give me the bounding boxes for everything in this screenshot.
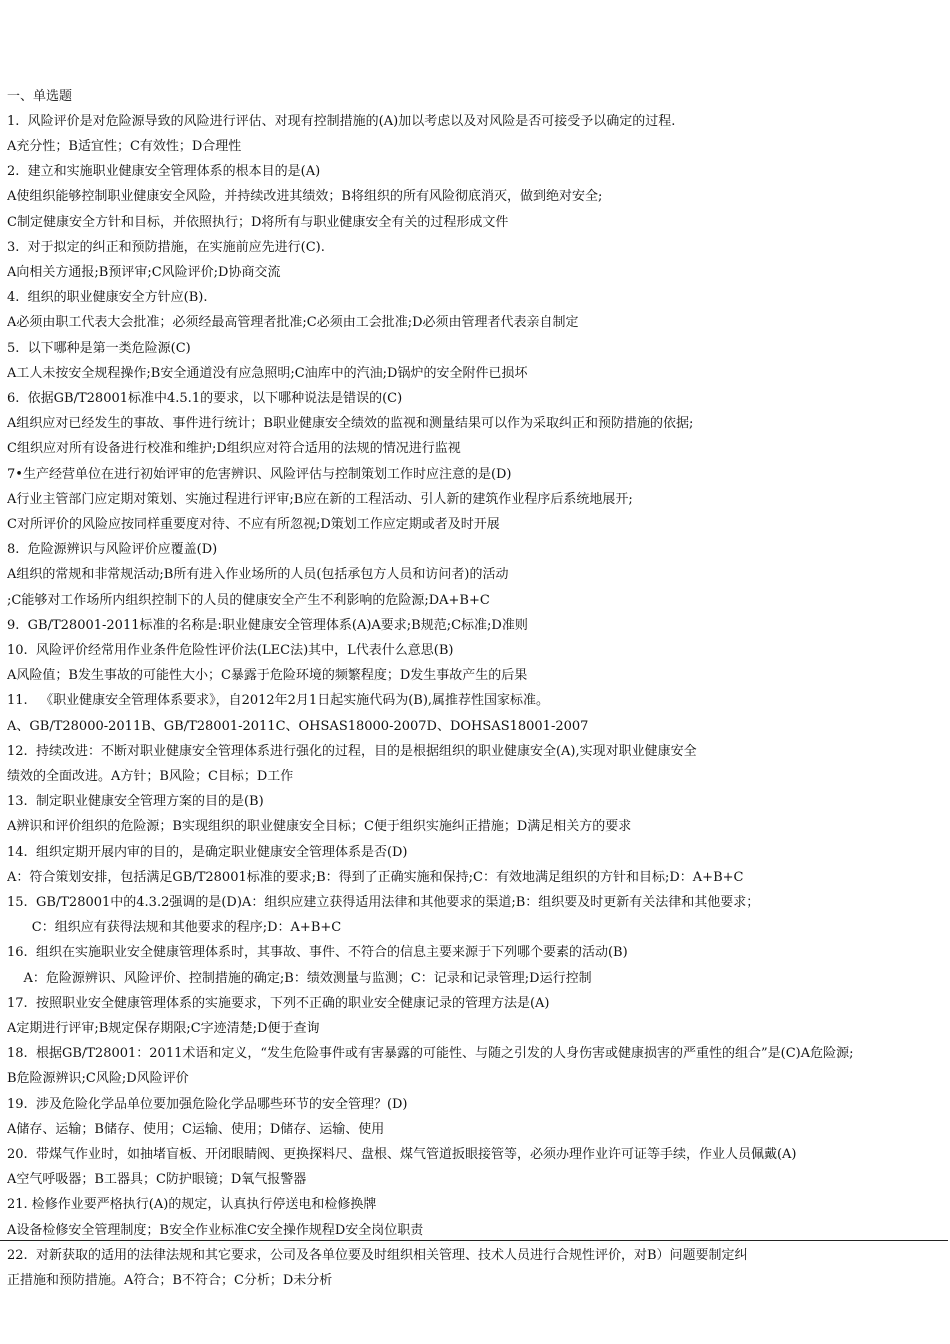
question-17: 17. 按照职业安全健康管理体系的实施要求，下列不正确的职业安全健康记录的管理方法是(A) [7,996,550,1011]
question-4-options: A必须由职工代表大会批准；必须经最高管理者批准;C必须由工会批准;D必须由管理者代表亲自制定 [7,315,579,330]
question-16: 16. 组织在实施职业安全健康管理体系时，其事故、事件、不符合的信息主要来源于下列哪个要素的活动(B) [7,945,628,960]
question-6: 6. 依据GB/T28001标准中4.5.1的要求，以下哪种说法是错误的(C) [7,391,403,406]
question-6-options-line-2: C组织应对所有设备进行校准和维护;D组织应对符合适用的法规的情况进行监视 [7,441,461,456]
question-9: 9. GB/T28001-2011标准的名称是:职业健康安全管理体系(A)A要求;B规范;C标准;D准则 [7,618,528,633]
question-16-options: A：危险源辨识、风险评价、控制措施的确定;B：绩效测量与监测；C：记录和记录管理;D运行控制 [7,971,592,986]
question-5-options: A工人未按安全规程操作;B安全通道没有应急照明;C油库中的汽油;D锅炉的安全附件已损坏 [7,366,528,381]
question-8-options-line-1: A组织的常规和非常规活动;B所有进入作业场所的人员(包括承包方人员和访问者)的活动 [7,567,509,582]
question-11: 11. 《职业健康安全管理体系要求》，自2012年2月1日起实施代码为(B),属推荐性国家标准。 [7,693,550,708]
question-3-options: A向相关方通报;B预评审;C风险评价;D协商交流 [7,265,281,280]
question-5: 5. 以下哪种是第一类危险源(C) [7,341,191,356]
question-18-options: B危险源辨识;C风险;D风险评价 [7,1071,189,1086]
question-22-continued: 正措施和预防措施。A符合；B不符合；C分析；D未分析 [7,1273,333,1288]
question-13-options: A辨识和评价组织的危险源；B实现组织的职业健康安全目标；C便于组织实施纠正措施；D满足相关方的要求 [7,819,632,834]
question-22: 22. 对新获取的适用的法律法规和其它要求，公司及各单位要及时组织相关管理、技术人员进行合规性评价，对B）问题要制定纠 [7,1248,748,1263]
question-21: 21. 检修作业要严格执行(A)的规定，认真执行停送电和检修换牌 [7,1197,377,1212]
question-20-options: A空气呼吸器；B工器具；C防护眼镜；D氧气报警器 [7,1172,307,1187]
question-7-options-line-1: A行业主管部门应定期对策划、实施过程进行评审;B应在新的工程活动、引人新的建筑作业程序后系统地展开; [7,492,633,507]
question-13: 13. 制定职业健康安全管理方案的目的是(B) [7,794,264,809]
section-heading: 一、单选题 [7,89,73,104]
question-14: 14. 组织定期开展内审的目的，是确定职业健康安全管理体系是否(D) [7,845,408,860]
question-14-options: A：符合策划安排，包括满足GB/T28001标准的要求;B：得到了正确实施和保持;C：有效地满足组织的方针和目标;D：A+B+C [7,870,744,885]
question-15: 15. GB/T28001中的4.3.2强调的是(D)A：组织应建立获得适用法律和其他要求的渠道;B：组织要及时更新有关法律和其他要求； [7,895,760,910]
question-17-options: A定期进行评审;B规定保存期限;C字迹清楚;D便于查询 [7,1021,320,1036]
question-20: 20. 带煤气作业时，如抽堵盲板、开闭眼睛阀、更换探料尺、盘根、煤气管道扳眼接管等，必须办理作业许可证等手续，作业人员佩戴(A) [7,1147,797,1162]
question-8: 8. 危险源辨识与风险评价应覆盖(D) [7,542,218,557]
question-21-options: A设备检修安全管理制度；B安全作业标准C安全操作规程D安全岗位职责 [7,1223,424,1238]
question-7-options-line-2: C对所评价的风险应按同样重要度对待、不应有所忽视;D策划工作应定期或者及时开展 [7,517,500,532]
question-3: 3. 对于拟定的纠正和预防措施，在实施前应先进行(C). [7,240,325,255]
question-19-options: A储存、运输；B储存、使用；C运输、使用；D储存、运输、使用 [7,1122,385,1137]
question-15-options: C：组织应有获得法规和其他要求的程序;D：A+B+C [7,920,342,935]
question-4: 4. 组织的职业健康安全方针应(B). [7,290,208,305]
question-18: 18. 根据GB/T28001：2011术语和定义，“发生危险事件或有害暴露的可能性、与随之引发的人身伤害或健康损害的严重性的组合”是(C)A危险源; [7,1046,854,1061]
question-1-options: A充分性；B适宜性；C有效性；D合理性 [7,139,242,154]
question-12-continued: 绩效的全面改进。A方针；B风险；C目标；D工作 [7,769,294,784]
question-8-options-line-2: ;C能够对工作场所内组织控制下的人员的健康安全产生不利影响的危险源;DA+B+C [7,593,490,608]
question-2-options-line-2: C制定健康安全方针和目标，并依照执行；D将所有与职业健康安全有关的过程形成文件 [7,215,509,230]
question-10-options: A风险值；B发生事故的可能性大小；C暴露于危险环境的频繁程度；D发生事故产生的后果 [7,668,528,683]
question-6-options-line-1: A组织应对已经发生的事故、事件进行统计；B职业健康安全绩效的监视和测量结果可以作为采取纠正和预防措施的依据; [7,416,694,431]
question-19: 19. 涉及危险化学品单位要加强危险化学品哪些环节的安全管理？(D) [7,1097,408,1112]
question-1: 1. 风险评价是对危险源导致的风险进行评估、对现有控制措施的(A)加以考虑以及对风险是否可接受予以确定的过程. [7,114,676,129]
horizontal-rule [0,1240,948,1241]
question-2-options-line-1: A使组织能够控制职业健康安全风险，并持续改进其绩效；B将组织的所有风险彻底消灭，做到绝对安全; [7,189,603,204]
question-10: 10. 风险评价经常用作业条件危险性评价法(LEC法)其中，L代表什么意思(B) [7,643,454,658]
question-11-options: A、GB/T28000-2011B、GB/T28001-2011C、OHSAS18000-2007D、DOHSAS18001-2007 [7,719,589,734]
question-2: 2. 建立和实施职业健康安全管理体系的根本目的是(A) [7,164,321,179]
question-7: 7•生产经营单位在进行初始评审的危害辨识、风险评估与控制策划工作时应注意的是(D) [7,467,512,482]
question-12: 12. 持续改进：不断对职业健康安全管理体系进行强化的过程，目的是根据组织的职业健康安全(A),实现对职业健康安全 [7,744,697,759]
